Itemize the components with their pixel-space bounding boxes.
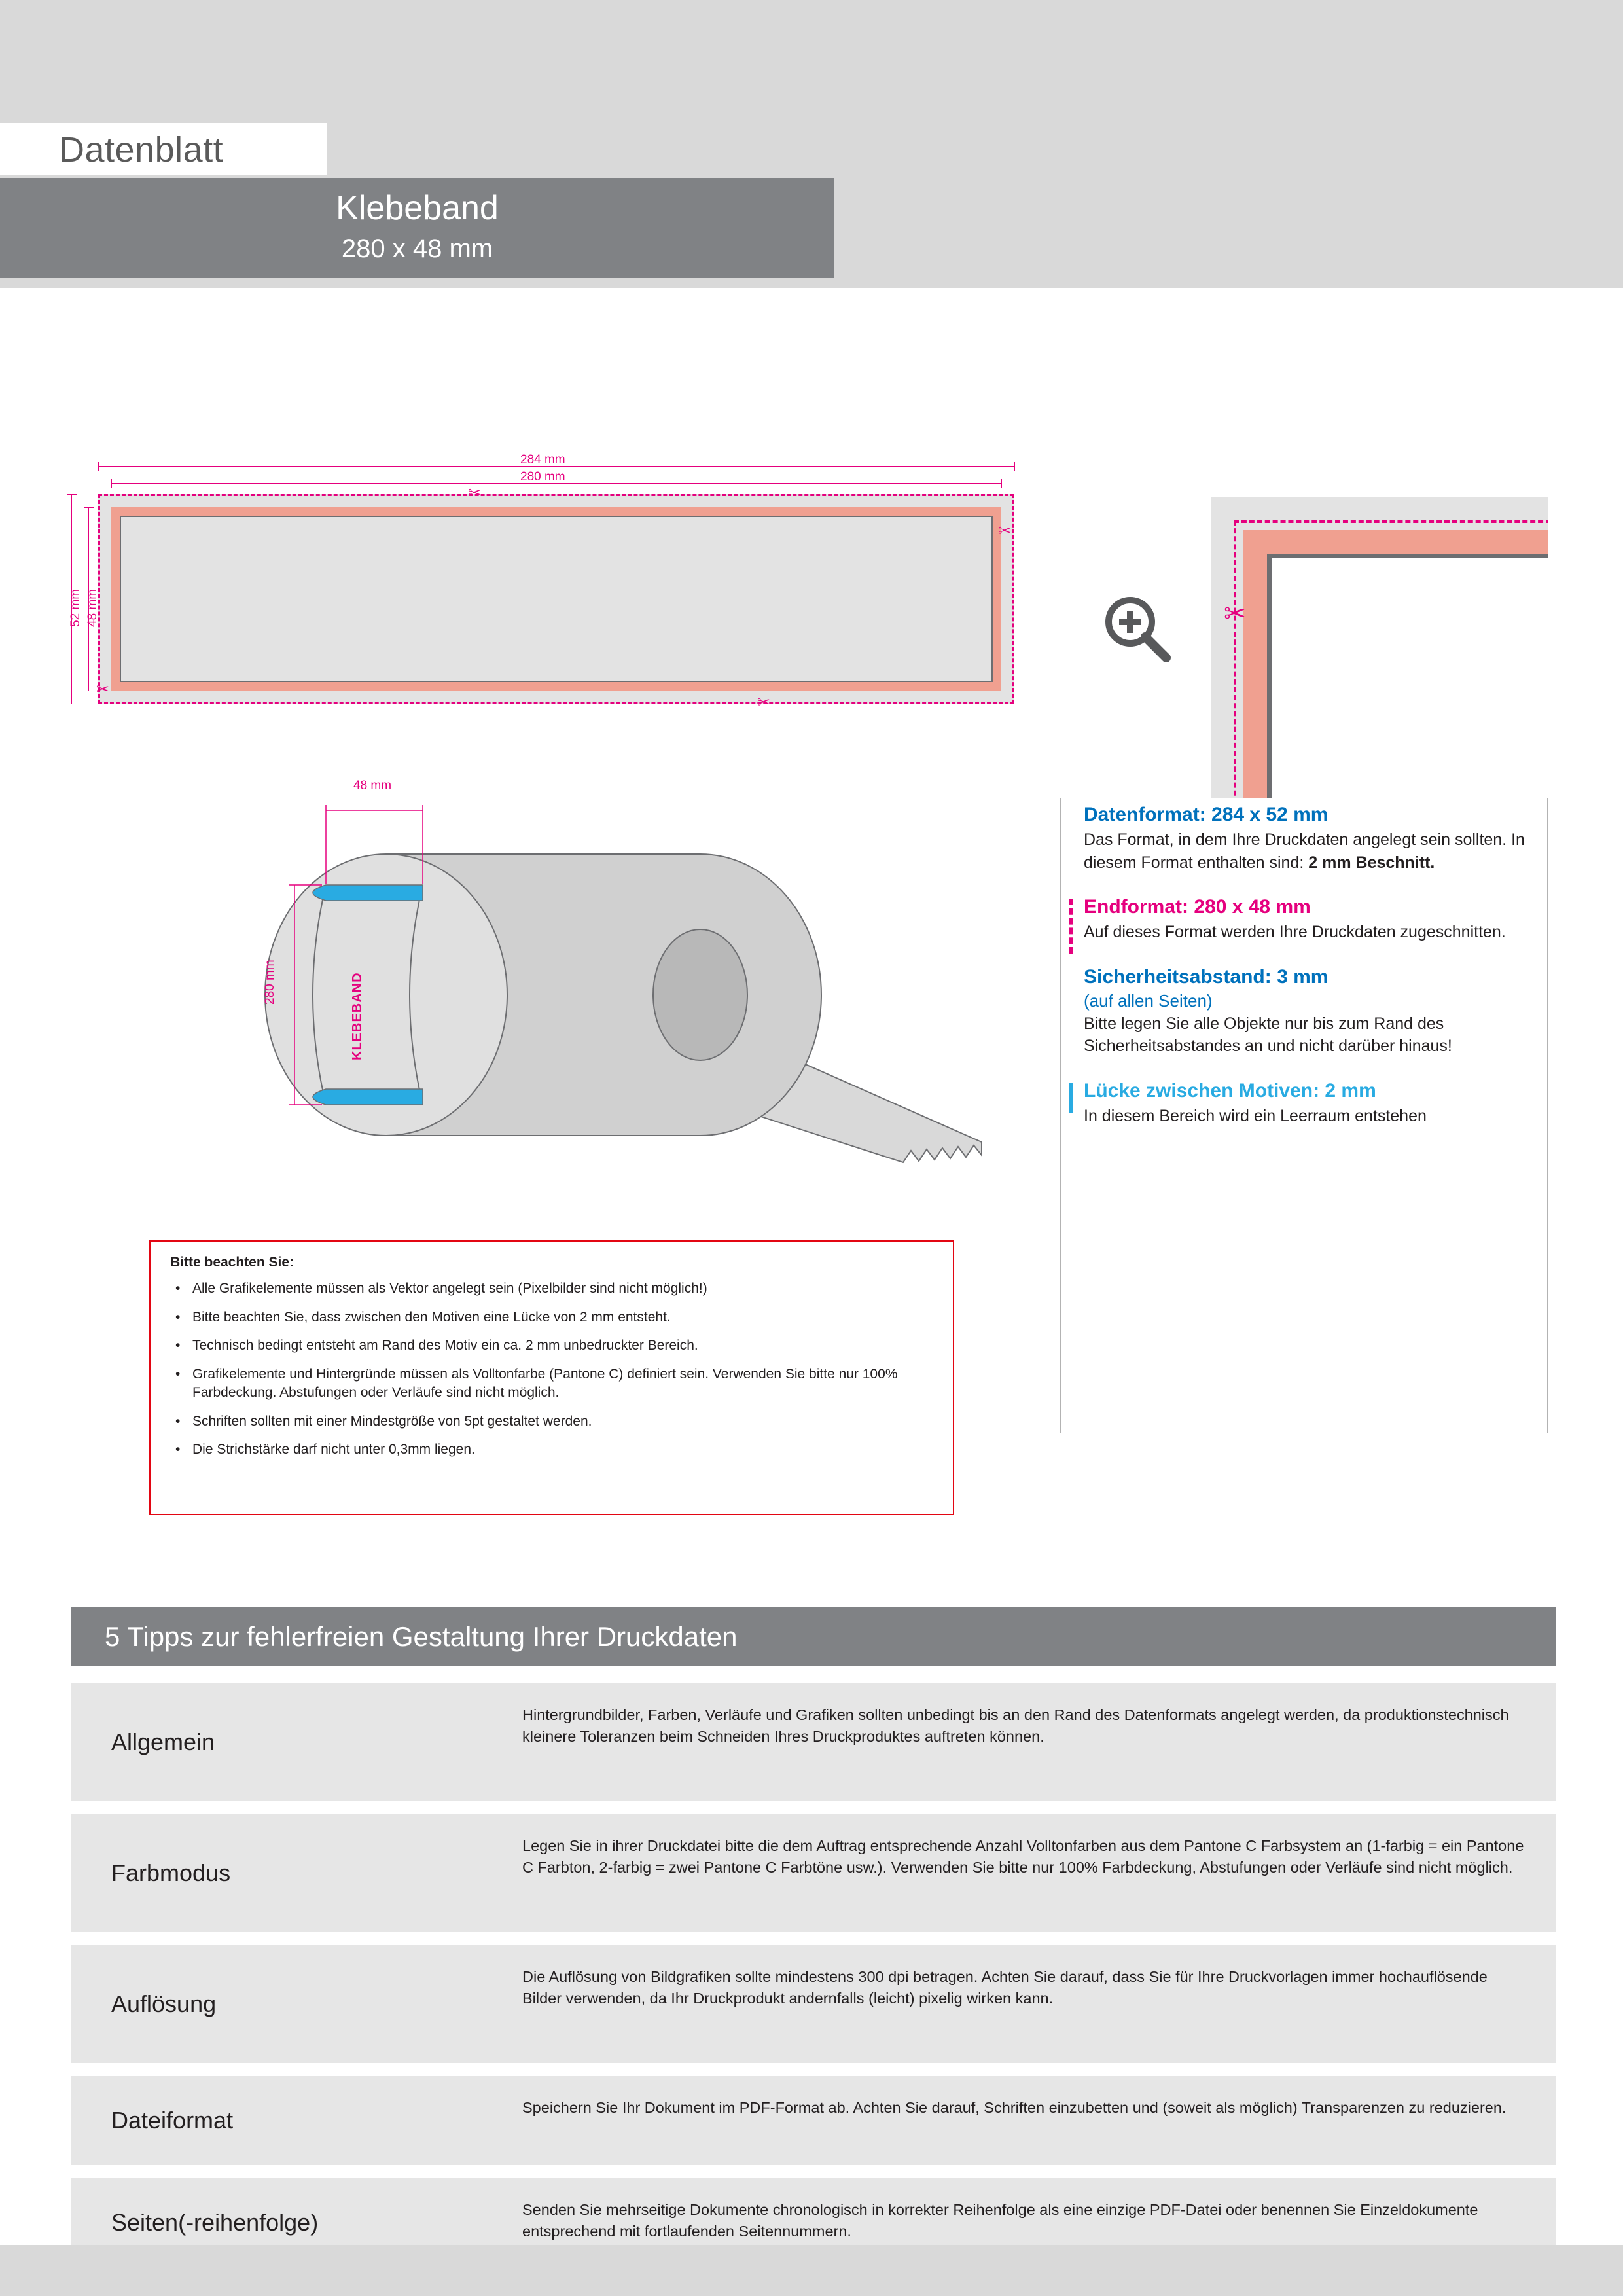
- tape-roll-illustration: [249, 779, 1021, 1185]
- notice-box: [149, 1240, 954, 1515]
- info-luecke: [1084, 1080, 1548, 1128]
- dim-tick: [111, 479, 112, 488]
- tip-description: Legen Sie in ihrer Druckdatei bitte die dem Auftrag entsprechende Anzahl Volltonfarben aus dem Pantone C Farbsystem an (1-farbig = ein Pantone C Farbton, 2-farbig = zwei Pantone C Farbtöne usw.). Verwenden Sie bitte nur 100% Farbdeckung, Abstufungen oder Verläufe sind nicht möglich.: [522, 1837, 1524, 1876]
- list-item: • Technisch bedingt entsteht am Rand des Motiv ein ca. 2 mm unbedruckter Bereich.: [192, 1336, 958, 1355]
- list-item: • Alle Grafikelemente müssen als Vektor angelegt sein (Pixelbilder sind nicht möglich!): [192, 1280, 958, 1298]
- dim-label-width-inner: 280 mm: [520, 470, 565, 484]
- info-body-bold: 2 mm Beschnitt.: [1308, 853, 1435, 872]
- scissors-icon: ✂: [1224, 600, 1246, 628]
- tip-name: Farbmodus: [111, 1859, 231, 1886]
- info-title: Endformat: 280 x 48 mm: [1084, 896, 1311, 918]
- info-endformat: [1084, 896, 1548, 944]
- list-item: • Die Strichstärke darf nicht unter 0,3mm liegen.: [192, 1441, 958, 1459]
- tip-name: Seiten(-reihenfolge): [111, 2209, 319, 2236]
- info-body: Auf dieses Format werden Ihre Druckdaten zugeschnitten.: [1084, 923, 1506, 941]
- zoom-dashed-cutline: [1234, 520, 1548, 798]
- info-subtitle: (auf allen Seiten): [1084, 990, 1213, 1011]
- tip-description: Speichern Sie Ihr Dokument im PDF-Format ab. Achten Sie darauf, Schriften einzubetten und (soweit als möglich) Transparenzen zu reduzieren.: [522, 2099, 1507, 2116]
- product-size: 280 x 48 mm: [341, 234, 493, 263]
- dim-tick: [1001, 479, 1002, 488]
- tip-name: Dateiformat: [111, 2107, 234, 2134]
- list-item: • Bitte beachten Sie, dass zwischen den Motiven eine Lücke von 2 mm entsteht.: [192, 1308, 958, 1327]
- format-diagram: [62, 452, 1018, 733]
- table-row: [71, 1683, 1556, 1801]
- scissors-icon: ✂: [998, 522, 1012, 540]
- roll-band-text: KLEBEBAND: [350, 972, 365, 1060]
- info-title: Sicherheitsabstand: 3 mm: [1084, 965, 1329, 988]
- dim-tick: [1014, 462, 1015, 471]
- bleed-dashed-outline: [98, 494, 1014, 704]
- info-text-list: [1060, 804, 1548, 1149]
- scissors-icon: ✂: [757, 694, 771, 711]
- dim-tick: [67, 494, 77, 495]
- scissors-icon: ✂: [468, 484, 482, 502]
- dim-tick: [98, 462, 99, 471]
- info-body: Bitte legen Sie alle Objekte nur bis zum Rand des Sicherheitsabstandes an und nicht darüber hinaus!: [1084, 1014, 1452, 1055]
- info-title: Lücke zwischen Motiven: 2 mm: [1084, 1079, 1376, 1102]
- tip-name: Auflösung: [111, 1990, 217, 2017]
- scissors-icon: ✂: [96, 681, 110, 698]
- notice-title: Bitte beachten Sie:: [170, 1255, 294, 1270]
- notice-list: [170, 1280, 958, 1469]
- dim-label-height-outer: 52 mm: [69, 588, 82, 627]
- tips-header: [71, 1607, 1556, 1666]
- info-title: Datenformat: 284 x 52 mm: [1084, 804, 1329, 825]
- dim-tick: [84, 507, 94, 508]
- info-body: In diesem Bereich wird ein Leerraum entstehen: [1084, 1106, 1427, 1125]
- info-body-text: Das Format, in dem Ihre Druckdaten angelegt sein sollten. In diesem Format enthalten sind:: [1084, 831, 1525, 872]
- footer-band: [0, 2245, 1623, 2296]
- tip-description: Hintergrundbilder, Farben, Verläufe und Grafiken sollten unbedingt bis an den Rand des Datenformats angelegt werden, da produktionstechnisch kleinere Toleranzen beim Schneiden Ihres Druckproduktes auftreten können.: [522, 1706, 1509, 1746]
- tip-description: Die Auflösung von Bildgrafiken sollte mindestens 300 dpi betragen. Achten Sie darauf, dass Sie für Ihre Druckvorlagen immer hochauflösende Bilder verwenden, da Ihr Druckprodukt andernfalls (leicht) pixelig wirken kann.: [522, 1968, 1488, 2007]
- product-name: Klebeband: [336, 189, 499, 227]
- list-item: • Grafikelemente und Hintergründe müssen als Volltonfarbe (Pantone C) definiert sein. Verwenden Sie bitte nur 100% Farbdeckung. Abstufungen oder Verläufe sind nicht möglich.: [192, 1365, 958, 1401]
- tips-header-label: 5 Tipps zur fehlerfreien Gestaltung Ihrer Druckdaten: [105, 1621, 738, 1652]
- table-row: [71, 2076, 1556, 2165]
- info-body: [1084, 829, 1548, 874]
- magnifier-plus-icon: [1101, 592, 1173, 664]
- list-item: • Schriften sollten mit einer Mindestgröße von 5pt gestaltet werden.: [192, 1412, 958, 1431]
- tip-description: Senden Sie mehrseitige Dokumente chronologisch in korrekter Reihenfolge als eine einzige PDF-Datei oder benennen Sie Einzeldokumente entsprechend mit fortlaufenden Seitennummern.: [522, 2201, 1478, 2240]
- roll-width-label: 48 mm: [353, 779, 392, 793]
- info-datenformat: [1084, 804, 1548, 874]
- dim-label-width-outer: 284 mm: [520, 453, 565, 467]
- page-title: Datenblatt: [59, 130, 224, 170]
- endformat-dash-marker: [1069, 899, 1073, 954]
- roll-length-label: 280 mm: [263, 960, 277, 1005]
- luecke-bar-marker: [1069, 1083, 1073, 1113]
- info-sicherheitsabstand: [1084, 966, 1548, 1058]
- table-row: [71, 1945, 1556, 2063]
- tip-name: Allgemein: [111, 1729, 215, 1755]
- dim-label-height-inner: 48 mm: [86, 588, 99, 627]
- zoom-detail-box: [1060, 452, 1548, 798]
- table-row: [71, 1814, 1556, 1932]
